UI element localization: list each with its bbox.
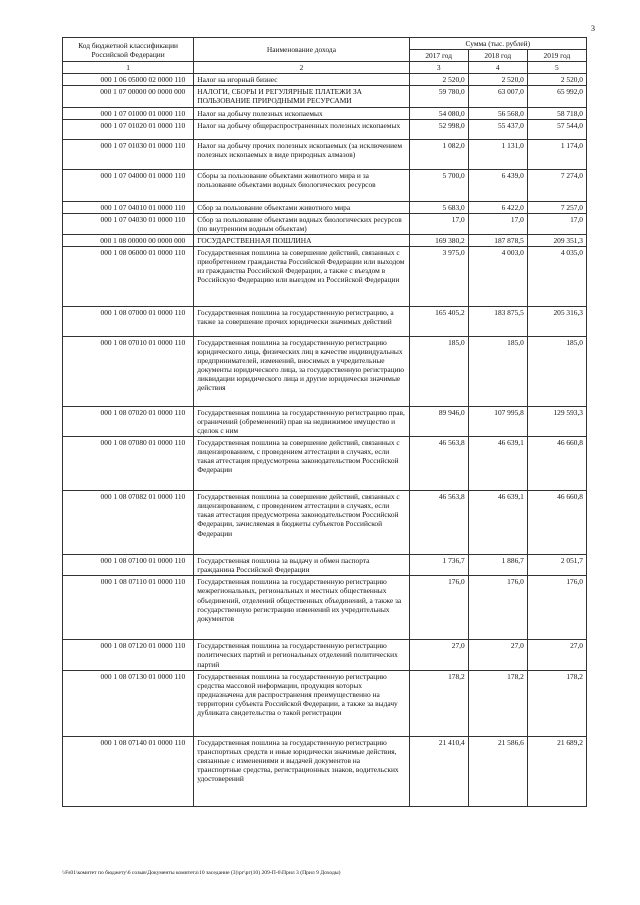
amount-2019: 129 593,3 <box>527 407 586 437</box>
revenue-name: Налог на добычу полезных ископаемых <box>194 108 409 120</box>
amount-2019: 46 660,8 <box>527 491 586 555</box>
table-row <box>63 120 587 140</box>
table-row <box>63 247 587 307</box>
table-row <box>63 640 587 670</box>
table-row <box>63 74 587 86</box>
table-row <box>63 307 587 337</box>
amount-2017: 185,0 <box>409 337 468 407</box>
classification-code: 000 1 07 01020 01 0000 110 <box>63 120 194 140</box>
revenue-name: Государственная пошлина за совершение действий, связанных с лицензированием, с проведением аттестации в случаях, если такая аттестация предусмотрена законодательством Российской Федерации, зачисляемая в бюджеты субъектов Российской Федерации <box>194 491 409 555</box>
amount-2017: 176,0 <box>409 576 468 640</box>
amount-2017: 5 683,0 <box>409 202 468 214</box>
amount-2018: 21 586,6 <box>468 736 527 806</box>
header-year-2018: 2018 год <box>468 50 527 62</box>
amount-2017: 27,0 <box>409 640 468 670</box>
revenue-name: Сбор за пользование объектами животного мира <box>194 202 409 214</box>
table-row <box>63 337 587 407</box>
col-number: 5 <box>527 62 586 74</box>
amount-2018: 6 422,0 <box>468 202 527 214</box>
revenue-name: Государственная пошлина за совершение действий, связанных с лицензированием, с проведением аттестации в случаях, если такая аттестация предусмотрена законодательством Российской Федерации <box>194 437 409 491</box>
amount-2017: 21 410,4 <box>409 736 468 806</box>
amount-2017: 46 563,8 <box>409 437 468 491</box>
classification-code: 000 1 07 04010 01 0000 110 <box>63 202 194 214</box>
table-row <box>63 407 587 437</box>
table-body <box>63 74 587 806</box>
amount-2017: 2 520,0 <box>409 74 468 86</box>
classification-code: 000 1 08 07140 01 0000 110 <box>63 736 194 806</box>
classification-code: 000 1 08 07082 01 0000 110 <box>63 491 194 555</box>
amount-2019: 1 174,0 <box>527 140 586 170</box>
revenue-name: ГОСУДАРСТВЕННАЯ ПОШЛИНА <box>194 235 409 247</box>
col-number: 1 <box>63 62 194 74</box>
amount-2019: 46 660,8 <box>527 437 586 491</box>
amount-2017: 178,2 <box>409 670 468 736</box>
amount-2019: 209 351,3 <box>527 235 586 247</box>
revenue-table <box>62 37 587 807</box>
amount-2019: 65 992,0 <box>527 86 586 108</box>
table-row <box>63 140 587 170</box>
classification-code: 000 1 08 07080 01 0000 110 <box>63 437 194 491</box>
classification-code: 000 1 08 07020 01 0000 110 <box>63 407 194 437</box>
revenue-name: Государственная пошлина за государственную регистрацию юридического лица, физических лиц в качестве индивидуальных предпринимателей, изменений, вносимых в учредительные документы юридического лица, за государственную регистрацию ликвидации юридического лица и другие юридически значимые действия <box>194 337 409 407</box>
amount-2019: 7 274,0 <box>527 170 586 202</box>
amount-2017: 165 405,2 <box>409 307 468 337</box>
table-row <box>63 202 587 214</box>
revenue-name: Государственная пошлина за государственную регистрацию прав, ограничений (обременений) прав на недвижимое имущество и сделок с ним <box>194 407 409 437</box>
col-number: 3 <box>409 62 468 74</box>
amount-2019: 17,0 <box>527 214 586 235</box>
classification-code: 000 1 07 01000 01 0000 110 <box>63 108 194 120</box>
amount-2018: 56 568,0 <box>468 108 527 120</box>
amount-2019: 2 051,7 <box>527 555 586 576</box>
revenue-name: Государственная пошлина за государственную регистрацию средства массовой информации, продукция которых предназначена для распространения преимущественно на территории субъекта Российской Федерации, а также за выдачу дубликата свидетельства о такой регистрации <box>194 670 409 736</box>
revenue-name: Налог на добычу прочих полезных ископаемых (за исключением полезных ископаемых в виде природных алмазов) <box>194 140 409 170</box>
amount-2018: 46 639,1 <box>468 491 527 555</box>
table-row <box>63 555 587 576</box>
amount-2018: 176,0 <box>468 576 527 640</box>
amount-2018: 183 875,5 <box>468 307 527 337</box>
classification-code: 000 1 07 01030 01 0000 110 <box>63 140 194 170</box>
amount-2018: 2 520,0 <box>468 74 527 86</box>
col-number: 4 <box>468 62 527 74</box>
classification-code: 000 1 07 04030 01 0000 110 <box>63 214 194 235</box>
amount-2019: 178,2 <box>527 670 586 736</box>
table-row <box>63 170 587 202</box>
table-row <box>63 214 587 235</box>
classification-code: 000 1 08 07000 01 0000 110 <box>63 307 194 337</box>
amount-2019: 4 035,0 <box>527 247 586 307</box>
revenue-name: Государственная пошлина за государственную регистрацию транспортных средств и иные юридически значимые действия, связанные с изменениями и выдачей документов на транспортные средства, регистрационных знаков, водительских удостоверений <box>194 736 409 806</box>
table-row <box>63 736 587 806</box>
classification-code: 000 1 07 04000 01 0000 110 <box>63 170 194 202</box>
header-code: Код бюджетной классификации Российской Федерации <box>63 38 194 62</box>
amount-2019: 7 257,0 <box>527 202 586 214</box>
classification-code: 000 1 08 06000 01 0000 110 <box>63 247 194 307</box>
amount-2018: 4 003,0 <box>468 247 527 307</box>
amount-2019: 27,0 <box>527 640 586 670</box>
table-row <box>63 491 587 555</box>
revenue-name: Сбор за пользование объектами водных биологических ресурсов (по внутренним водным объектам) <box>194 214 409 235</box>
classification-code: 000 1 08 07120 01 0000 110 <box>63 640 194 670</box>
amount-2018: 185,0 <box>468 337 527 407</box>
table-row <box>63 437 587 491</box>
col-number: 2 <box>194 62 409 74</box>
amount-2019: 21 689,2 <box>527 736 586 806</box>
amount-2017: 169 380,2 <box>409 235 468 247</box>
amount-2019: 205 316,3 <box>527 307 586 337</box>
table-row <box>63 670 587 736</box>
amount-2017: 5 700,0 <box>409 170 468 202</box>
amount-2019: 58 718,0 <box>527 108 586 120</box>
amount-2018: 27,0 <box>468 640 527 670</box>
table-row <box>63 576 587 640</box>
amount-2017: 1 736,7 <box>409 555 468 576</box>
amount-2019: 176,0 <box>527 576 586 640</box>
classification-code: 000 1 06 05000 02 0000 110 <box>63 74 194 86</box>
revenue-name: Государственная пошлина за совершение действий, связанных с приобретением гражданства Российской Федерации или выходом из гражданства Российской Федерации, а также с въездом в Российскую Федерацию или выездом из Российской Федерации <box>194 247 409 307</box>
table-row <box>63 108 587 120</box>
amount-2017: 17,0 <box>409 214 468 235</box>
classification-code: 000 1 08 00000 00 0000 000 <box>63 235 194 247</box>
revenue-name: Сборы за пользование объектами животного мира и за пользование объектами водных биологических ресурсов <box>194 170 409 202</box>
amount-2017: 52 998,0 <box>409 120 468 140</box>
revenue-name: Государственная пошлина за государственную регистрацию межрегиональных, региональных и местных общественных объединений, отделений общественных объединений, а также за государственную регистрацию изменений их учредительных документов <box>194 576 409 640</box>
amount-2019: 2 520,0 <box>527 74 586 86</box>
amount-2018: 17,0 <box>468 214 527 235</box>
classification-code: 000 1 08 07130 01 0000 110 <box>63 670 194 736</box>
file-path-footer: \\Fs01\комитет по бюджету\6 созыв\Документы комитета\10 заседание (3)\рг\рг(10) 209-П-6\Прил 3 (Прил 9 Доходы) <box>62 870 341 876</box>
revenue-name: Государственная пошлина за государственную регистрацию политических партий и региональных отделений политических партий <box>194 640 409 670</box>
amount-2017: 54 080,0 <box>409 108 468 120</box>
table-row <box>63 86 587 108</box>
amount-2017: 3 975,0 <box>409 247 468 307</box>
amount-2017: 59 780,0 <box>409 86 468 108</box>
amount-2018: 107 995,8 <box>468 407 527 437</box>
amount-2018: 1 886,7 <box>468 555 527 576</box>
amount-2018: 178,2 <box>468 670 527 736</box>
classification-code: 000 1 07 00000 00 0000 000 <box>63 86 194 108</box>
header-year-2017: 2017 год <box>409 50 468 62</box>
amount-2018: 187 878,5 <box>468 235 527 247</box>
revenue-name: НАЛОГИ, СБОРЫ И РЕГУЛЯРНЫЕ ПЛАТЕЖИ ЗА ПОЛЬЗОВАНИЕ ПРИРОДНЫМИ РЕСУРСАМИ <box>194 86 409 108</box>
header-sum: Сумма (тыс. рублей) <box>409 38 586 50</box>
page-number: 3 <box>591 24 595 33</box>
amount-2019: 57 544,0 <box>527 120 586 140</box>
header-year-2019: 2019 год <box>527 50 586 62</box>
amount-2017: 89 946,0 <box>409 407 468 437</box>
amount-2018: 55 437,0 <box>468 120 527 140</box>
amount-2018: 46 639,1 <box>468 437 527 491</box>
amount-2018: 6 439,0 <box>468 170 527 202</box>
amount-2017: 1 082,0 <box>409 140 468 170</box>
amount-2019: 185,0 <box>527 337 586 407</box>
revenue-name: Государственная пошлина за выдачу и обмен паспорта гражданина Российской Федерации <box>194 555 409 576</box>
amount-2017: 46 563,8 <box>409 491 468 555</box>
revenue-name: Налог на добычу общераспространенных полезных ископаемых <box>194 120 409 140</box>
amount-2018: 63 007,0 <box>468 86 527 108</box>
revenue-name: Налог на игорный бизнес <box>194 74 409 86</box>
classification-code: 000 1 08 07010 01 0000 110 <box>63 337 194 407</box>
classification-code: 000 1 08 07100 01 0000 110 <box>63 555 194 576</box>
header-name: Наименование дохода <box>194 38 409 62</box>
table-row <box>63 235 587 247</box>
classification-code: 000 1 08 07110 01 0000 110 <box>63 576 194 640</box>
revenue-name: Государственная пошлина за государственную регистрацию, а также за совершение прочих юридически значимых действий <box>194 307 409 337</box>
amount-2018: 1 131,0 <box>468 140 527 170</box>
